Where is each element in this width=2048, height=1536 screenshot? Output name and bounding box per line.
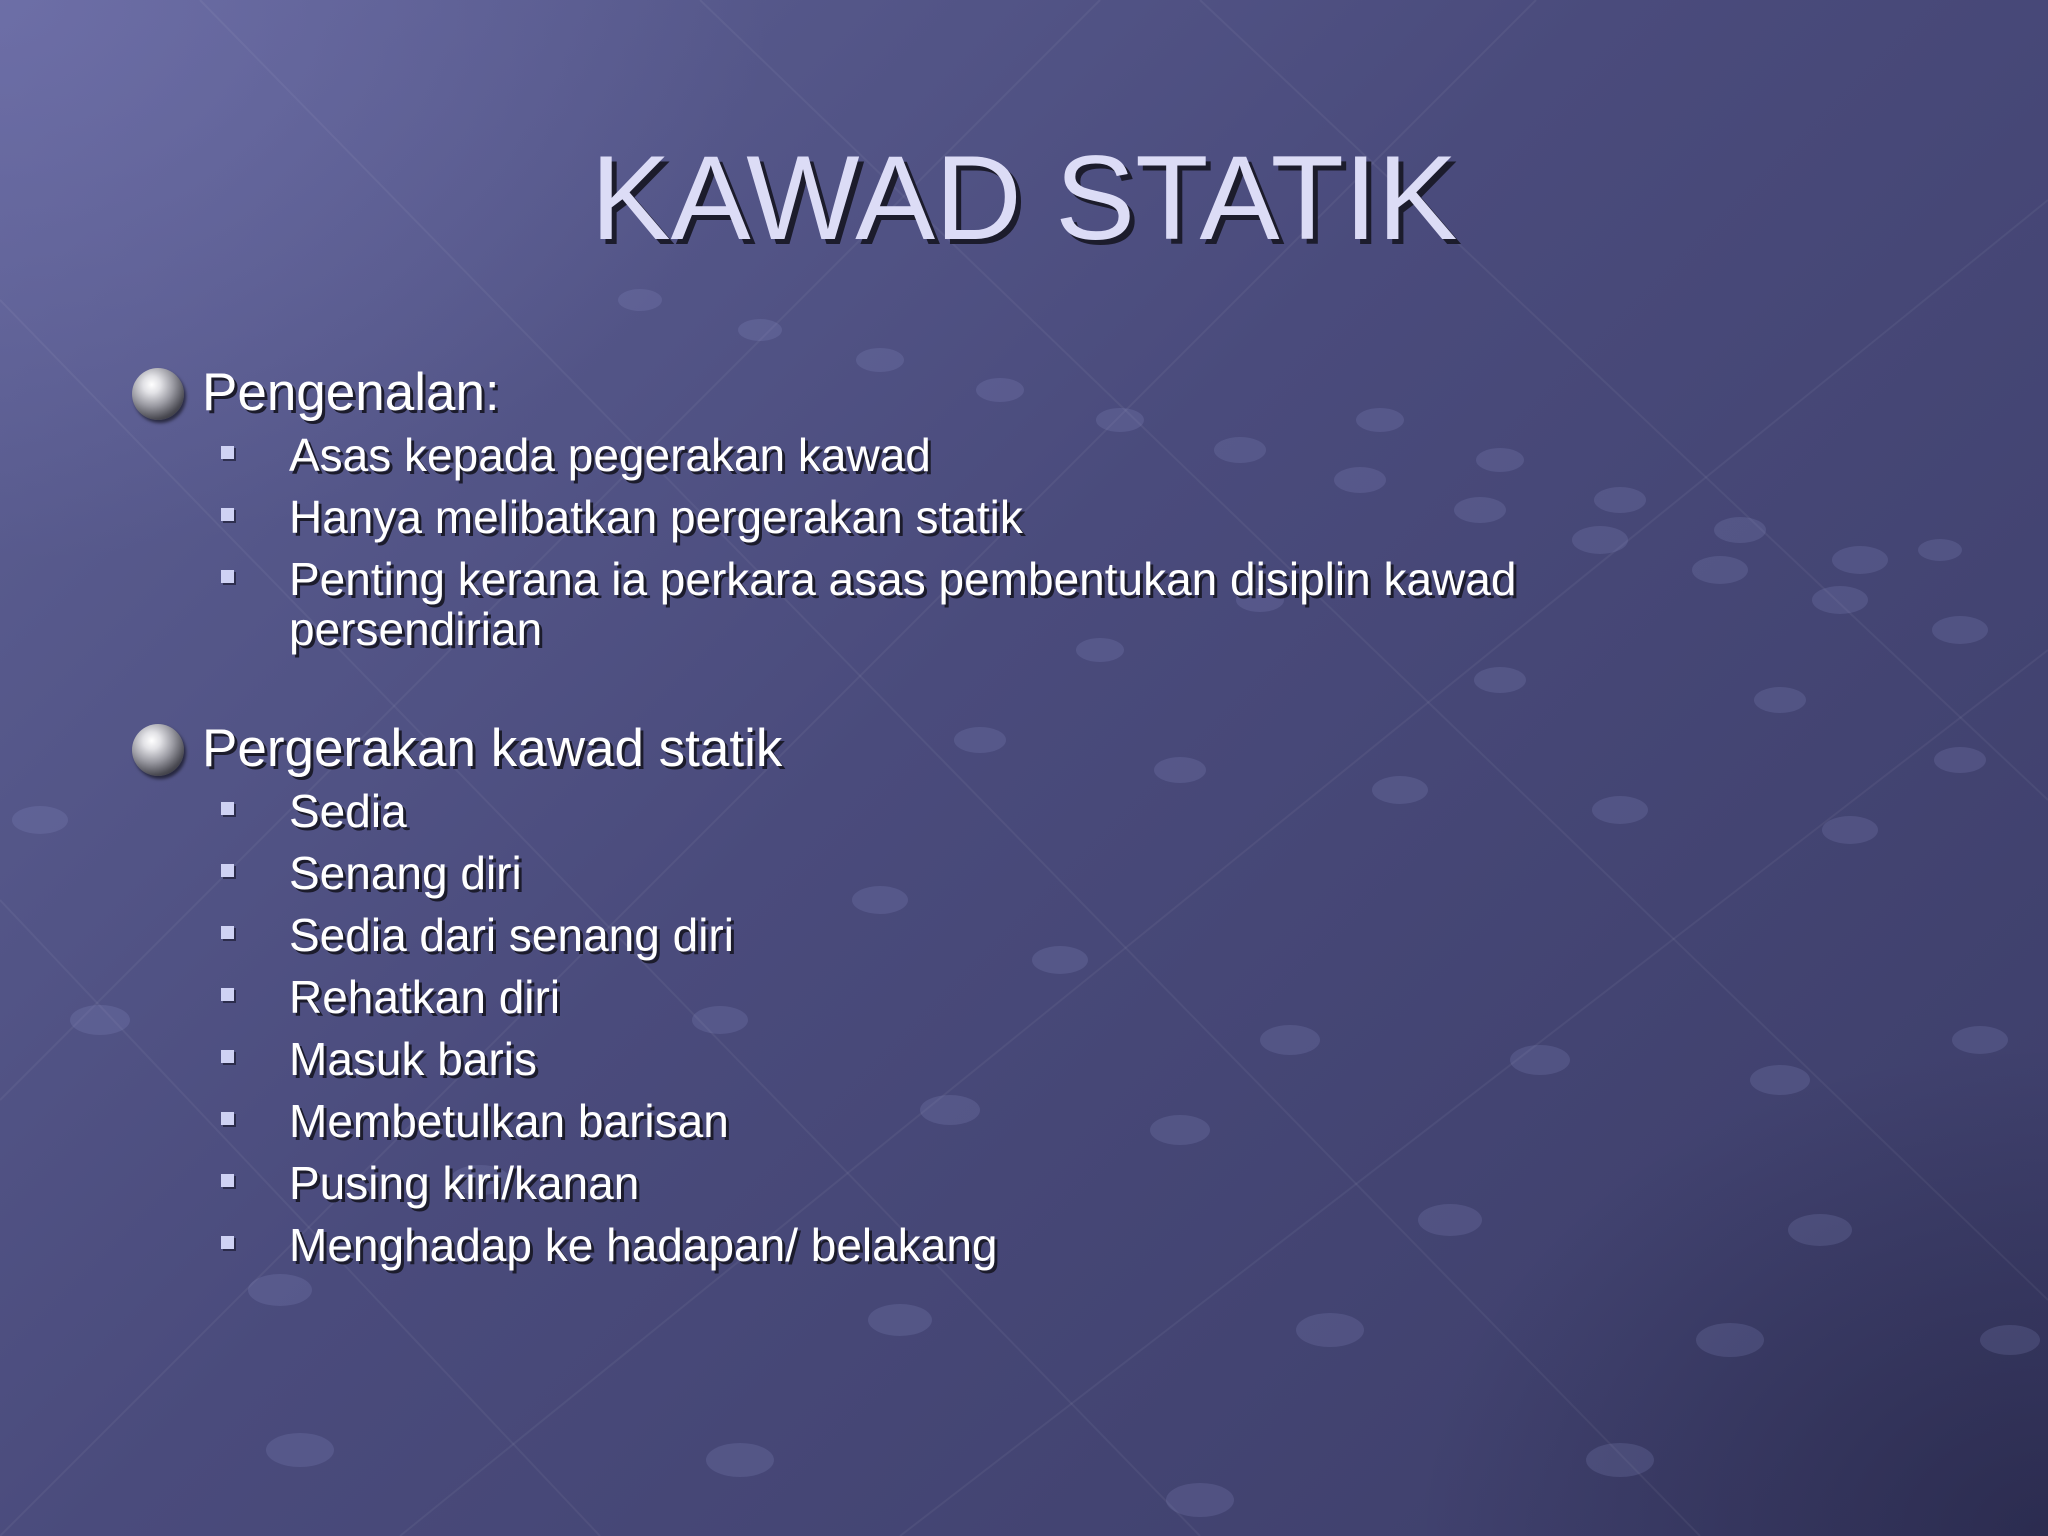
bullet-level2 (289, 1096, 1732, 1146)
bullet-text: Rehatkan diri (289, 971, 561, 1023)
bullet-level2 (289, 492, 1732, 542)
square-bullet-icon (221, 570, 234, 583)
square-bullet-icon (221, 1174, 234, 1187)
section-heading: Pengenalan: (202, 363, 500, 422)
bullet-level2 (289, 554, 1749, 654)
bullet-level2 (289, 1034, 1732, 1084)
square-bullet-icon (221, 864, 234, 877)
sphere-bullet-icon (132, 368, 184, 420)
section-pengenalan (132, 360, 1732, 654)
square-bullet-icon (221, 1050, 234, 1063)
bullet-text: Masuk baris (289, 1033, 537, 1085)
bullet-level1 (132, 360, 1732, 426)
bullet-text: Hanya melibatkan pergerakan statik (289, 491, 1023, 543)
bullet-text: Membetulkan barisan (289, 1095, 729, 1147)
bullet-list (132, 360, 1732, 1270)
square-bullet-icon (221, 988, 234, 1001)
square-bullet-icon (221, 926, 234, 939)
bullet-text: Pusing kiri/kanan (289, 1157, 640, 1209)
square-bullet-icon (221, 1112, 234, 1125)
section-pergerakan (132, 716, 1732, 1270)
square-bullet-icon (221, 508, 234, 521)
bullet-text: Asas kepada pegerakan kawad (289, 429, 931, 481)
bullet-text: Penting kerana ia perkara asas pembentukan disiplin kawad persendirian (289, 553, 1517, 655)
square-bullet-icon (221, 1236, 234, 1249)
bullet-level2 (289, 1158, 1732, 1208)
bullet-text: Menghadap ke hadapan/ belakang (289, 1219, 998, 1271)
bullet-level2 (289, 1220, 1732, 1270)
section-heading: Pergerakan kawad statik (202, 719, 783, 778)
bullet-level2 (289, 910, 1732, 960)
sphere-bullet-icon (132, 724, 184, 776)
bullet-level2 (289, 786, 1732, 836)
bullet-level2 (289, 430, 1732, 480)
bullet-level2 (289, 972, 1732, 1022)
slide-title: KAWAD STATIK (590, 131, 1458, 265)
square-bullet-icon (221, 446, 234, 459)
bullet-text: Sedia dari senang diri (289, 909, 734, 961)
square-bullet-icon (221, 802, 234, 815)
bullet-text: Senang diri (289, 847, 522, 899)
bullet-text: Sedia (289, 785, 407, 837)
bullet-level2 (289, 848, 1732, 898)
bullet-level1 (132, 716, 1732, 782)
